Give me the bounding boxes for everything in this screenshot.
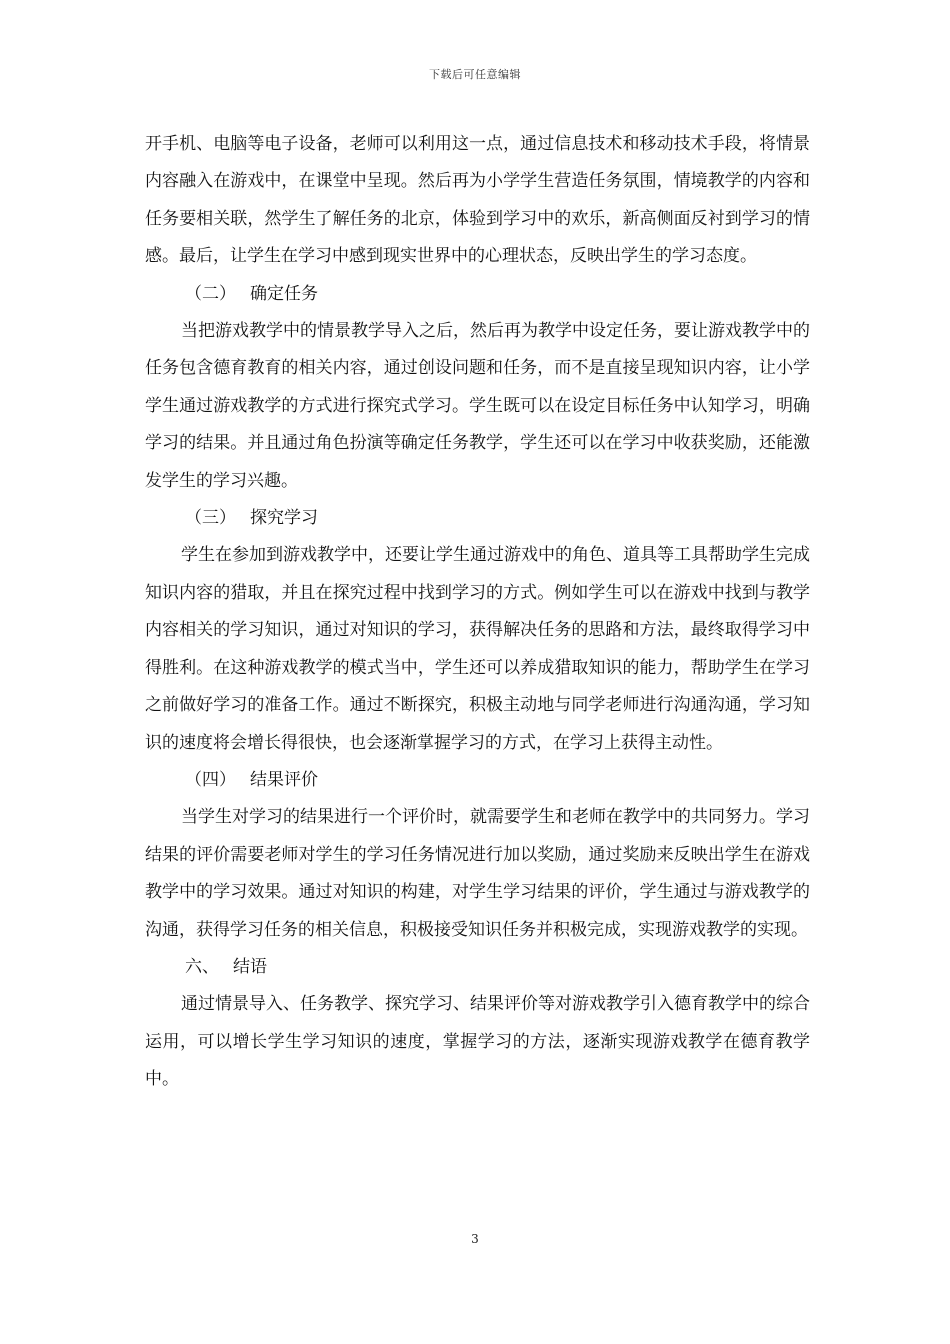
page-number: 3 [471, 1232, 479, 1246]
document-body [145, 126, 810, 1099]
section-heading-2 [145, 276, 810, 313]
section-heading-6 [145, 949, 810, 986]
section-number: （四） [185, 769, 236, 790]
section-number: （二） [185, 283, 236, 304]
section-title: 结果评价 [250, 769, 318, 790]
page-header: 下载后可任意编辑 [429, 68, 521, 81]
section-title: 探究学习 [250, 508, 318, 529]
paragraph-1: 开手机、电脑等电子设备，老师可以利用这一点，通过信息技术和移动技术手段，将情景内容融入在游戏中，在课堂中呈现。然后再为小学学生营造任务氛围，情境教学的内容和任务要相关联，然学生了解任务的北京，体验到学习中的欢乐，新高侧面反衬到学习的情感。最后，让学生在学习中感到现实世界中的心理状态，反映出学生的学习态度。 [145, 134, 810, 267]
paragraph-2: 当把游戏教学中的情景教学导入之后，然后再为教学中设定任务，要让游戏教学中的任务包含德育教育的相关内容，通过创设问题和任务，而不是直接呈现知识内容，让小学学生通过游戏教学的方式进行探究式学习。学生既可以在设定目标任务中认知学习，明确学习的结果。并且通过角色扮演等确定任务教学，学生还可以在学习中收获奖励，还能激发学生的学习兴趣。 [145, 321, 810, 491]
section-heading-3 [145, 500, 810, 537]
section-title: 结语 [233, 956, 267, 977]
section-number: 六、 [185, 956, 219, 977]
section-heading-4 [145, 762, 810, 799]
paragraph-3: 学生在参加到游戏教学中，还要让学生通过游戏中的角色、道具等工具帮助学生完成知识内容的猎取，并且在探究过程中找到学习的方式。例如学生可以在游戏中找到与教学内容相关的学习知识，通过对知识的学习，获得解决任务的思路和方法，最终取得学习中得胜利。在这种游戏教学的模式当中，学生还可以养成猎取知识的能力，帮助学生在学习之前做好学习的准备工作。通过不断探究，积极主动地与同学老师进行沟通沟通，学习知识的速度将会增长得很快，也会逐渐掌握学习的方式，在学习上获得主动性。 [145, 545, 810, 753]
section-title: 确定任务 [250, 283, 318, 304]
paragraph-4: 当学生对学习的结果进行一个评价时，就需要学生和老师在教学中的共同努力。学习结果的评价需要老师对学生的学习任务情况进行加以奖励，通过奖励来反映出学生在游戏教学中的学习效果。通过对知识的构建，对学生学习结果的评价，学生通过与游戏教学的沟通，获得学习任务的相关信息，积极接受知识任务并积极完成，实现游戏教学的实现。 [145, 807, 810, 940]
paragraph-5: 通过情景导入、任务教学、探究学习、结果评价等对游戏教学引入德育教学中的综合运用，可以增长学生学习知识的速度，掌握学习的方法，逐渐实现游戏教学在德育教学中。 [145, 994, 810, 1090]
section-number: （三） [185, 508, 236, 529]
